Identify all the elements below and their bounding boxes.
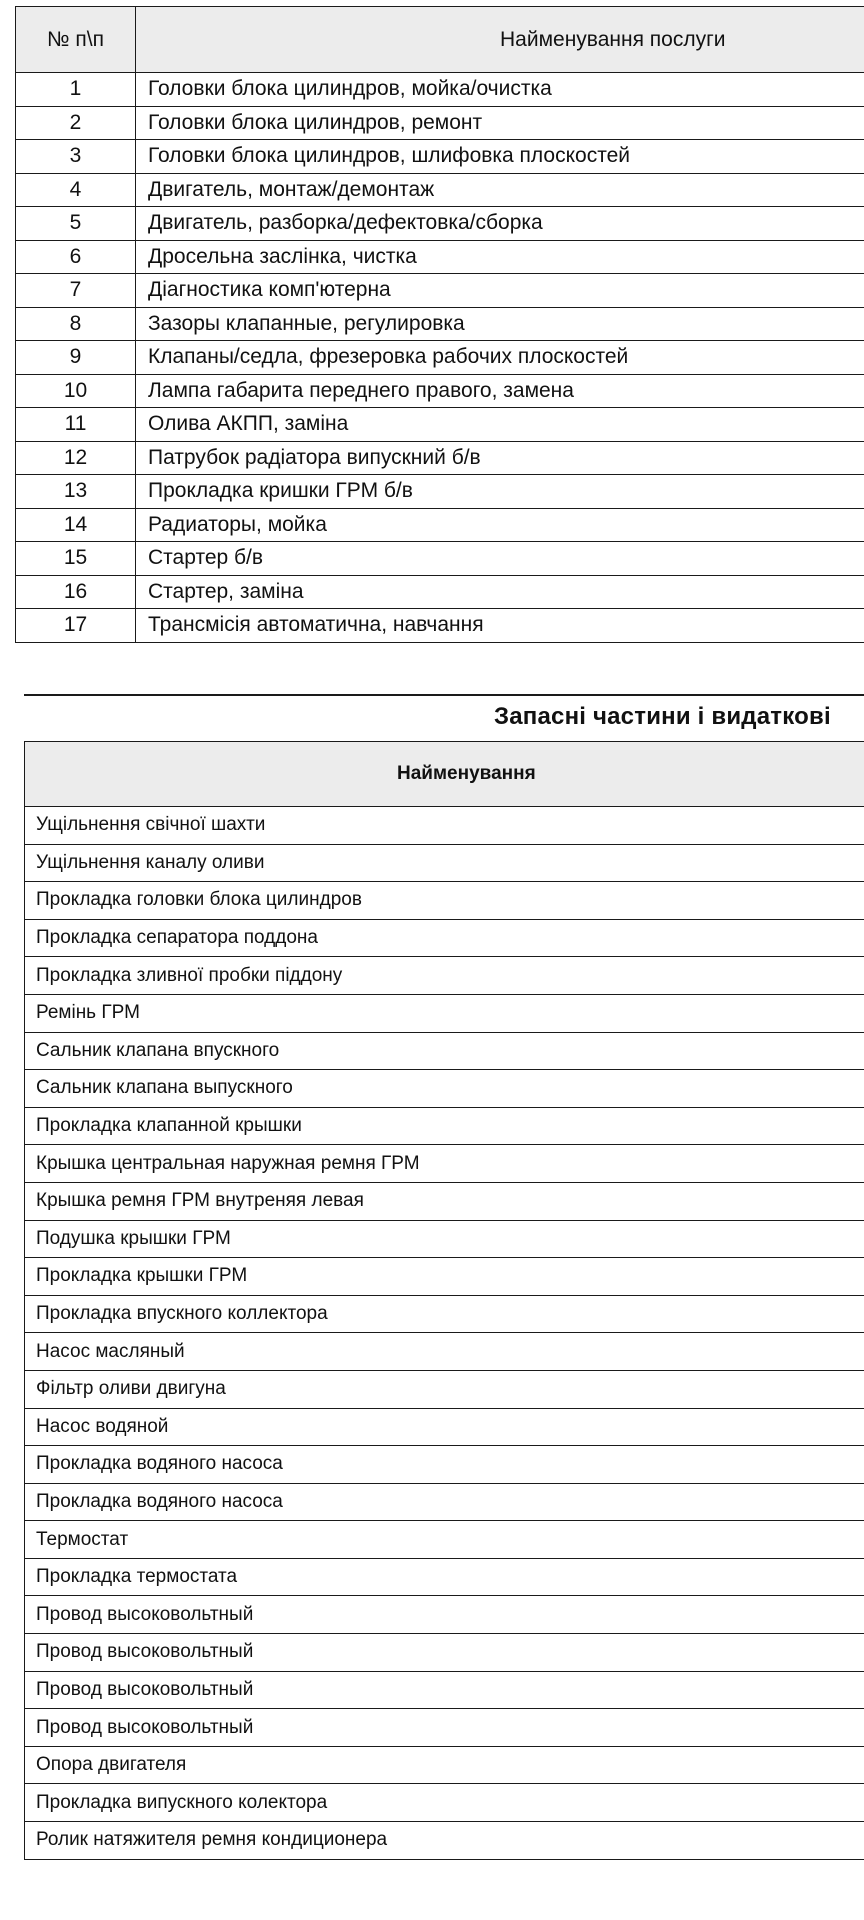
part-name: Ущільнення свічної шахти	[25, 807, 864, 845]
row-number: 17	[16, 609, 136, 643]
table-row	[25, 882, 864, 920]
table-row	[25, 1558, 864, 1596]
table-row	[25, 1483, 864, 1521]
table-row	[25, 1634, 864, 1672]
row-number: 10	[16, 374, 136, 408]
row-number: 11	[16, 408, 136, 442]
table-row	[25, 1370, 864, 1408]
table-row	[16, 73, 864, 107]
service-name: Стартер, заміна	[136, 575, 864, 609]
table-row	[25, 844, 864, 882]
row-number: 13	[16, 475, 136, 509]
service-name: Лампа габарита переднего правого, замена	[136, 374, 864, 408]
row-number: 14	[16, 508, 136, 542]
table-row	[25, 1784, 864, 1822]
table-row	[25, 1521, 864, 1559]
part-name: Насос масляный	[25, 1333, 864, 1371]
table-row	[25, 1446, 864, 1484]
part-name: Крышка ремня ГРМ внутреняя левая	[25, 1182, 864, 1220]
service-name: Головки блока цилиндров, ремонт	[136, 106, 864, 140]
service-name: Головки блока цилиндров, мойка/очистка	[136, 73, 864, 107]
table-row	[25, 807, 864, 845]
row-number: 4	[16, 173, 136, 207]
part-name: Провод высоковольтный	[25, 1596, 864, 1634]
section-divider	[24, 694, 864, 696]
part-name: Фільтр оливи двигуна	[25, 1370, 864, 1408]
table-row	[16, 441, 864, 475]
table-row	[25, 1145, 864, 1183]
service-name: Олива АКПП, заміна	[136, 408, 864, 442]
row-number: 5	[16, 207, 136, 241]
table-row	[16, 374, 864, 408]
services-header-row	[16, 7, 864, 73]
table-row	[25, 919, 864, 957]
row-number: 3	[16, 140, 136, 174]
part-name: Сальник клапана выпускного	[25, 1070, 864, 1108]
row-number: 7	[16, 274, 136, 308]
part-name: Прокладка головки блока цилиндров	[25, 882, 864, 920]
part-name: Прокладка випускного колектора	[25, 1784, 864, 1822]
table-row	[25, 994, 864, 1032]
table-row	[25, 1107, 864, 1145]
parts-header-row	[25, 742, 864, 807]
table-row	[25, 1333, 864, 1371]
service-name: Клапаны/седла, фрезеровка рабочих плоскостей	[136, 341, 864, 375]
part-name: Прокладка зливної пробки піддону	[25, 957, 864, 995]
table-row	[25, 1258, 864, 1296]
service-name: Двигатель, монтаж/демонтаж	[136, 173, 864, 207]
table-row	[16, 106, 864, 140]
row-number: 9	[16, 341, 136, 375]
part-name: Прокладка крышки ГРМ	[25, 1258, 864, 1296]
column-header-service-name: Найменування послуги	[136, 7, 864, 73]
table-row	[16, 475, 864, 509]
service-name: Трансмісія автоматична, навчання	[136, 609, 864, 643]
part-name: Насос водяной	[25, 1408, 864, 1446]
service-name: Дросельна заслінка, чистка	[136, 240, 864, 274]
row-number: 2	[16, 106, 136, 140]
part-name: Прокладка клапанной крышки	[25, 1107, 864, 1145]
part-name: Ущільнення каналу оливи	[25, 844, 864, 882]
table-row	[25, 1408, 864, 1446]
table-row	[16, 240, 864, 274]
part-name: Прокладка водяного насоса	[25, 1483, 864, 1521]
part-name: Крышка центральная наружная ремня ГРМ	[25, 1145, 864, 1183]
service-name: Зазоры клапанные, регулировка	[136, 307, 864, 341]
table-row	[16, 307, 864, 341]
part-name: Прокладка термостата	[25, 1558, 864, 1596]
table-row	[16, 508, 864, 542]
table-row	[25, 1070, 864, 1108]
part-name: Провод высоковольтный	[25, 1634, 864, 1672]
part-name: Ремінь ГРМ	[25, 994, 864, 1032]
part-name: Прокладка сепаратора поддона	[25, 919, 864, 957]
service-name: Головки блока цилиндров, шлифовка плоскостей	[136, 140, 864, 174]
parts-section-title: Запасні частини і видаткові	[494, 703, 831, 730]
table-row	[16, 575, 864, 609]
row-number: 16	[16, 575, 136, 609]
table-row	[16, 274, 864, 308]
part-name: Термостат	[25, 1521, 864, 1559]
table-row	[16, 609, 864, 643]
row-number: 6	[16, 240, 136, 274]
parts-table	[24, 741, 864, 1860]
table-row	[25, 1671, 864, 1709]
table-row	[25, 1295, 864, 1333]
column-header-number: № п\п	[16, 7, 136, 73]
row-number: 8	[16, 307, 136, 341]
row-number: 15	[16, 542, 136, 576]
table-row	[25, 1709, 864, 1747]
services-table	[15, 6, 864, 643]
part-name: Провод высоковольтный	[25, 1709, 864, 1747]
row-number: 12	[16, 441, 136, 475]
column-header-part-name: Найменування	[25, 742, 864, 807]
table-row	[16, 173, 864, 207]
table-row	[25, 1182, 864, 1220]
table-row	[25, 957, 864, 995]
service-name: Прокладка кришки ГРМ б/в	[136, 475, 864, 509]
part-name: Прокладка впускного коллектора	[25, 1295, 864, 1333]
table-row	[25, 1822, 864, 1860]
table-row	[25, 1596, 864, 1634]
table-row	[25, 1032, 864, 1070]
part-name: Подушка крышки ГРМ	[25, 1220, 864, 1258]
part-name: Провод высоковольтный	[25, 1671, 864, 1709]
service-name: Діагностика комп'ютерна	[136, 274, 864, 308]
table-row	[16, 408, 864, 442]
part-name: Прокладка водяного насоса	[25, 1446, 864, 1484]
row-number: 1	[16, 73, 136, 107]
service-name: Двигатель, разборка/дефектовка/сборка	[136, 207, 864, 241]
service-name: Радиаторы, мойка	[136, 508, 864, 542]
table-row	[25, 1746, 864, 1784]
table-row	[16, 207, 864, 241]
service-name: Стартер б/в	[136, 542, 864, 576]
service-name: Патрубок радіатора випускний б/в	[136, 441, 864, 475]
table-row	[16, 140, 864, 174]
table-row	[25, 1220, 864, 1258]
table-row	[16, 542, 864, 576]
part-name: Сальник клапана впускного	[25, 1032, 864, 1070]
table-row	[16, 341, 864, 375]
part-name: Ролик натяжителя ремня кондиционера	[25, 1822, 864, 1860]
part-name: Опора двигателя	[25, 1746, 864, 1784]
